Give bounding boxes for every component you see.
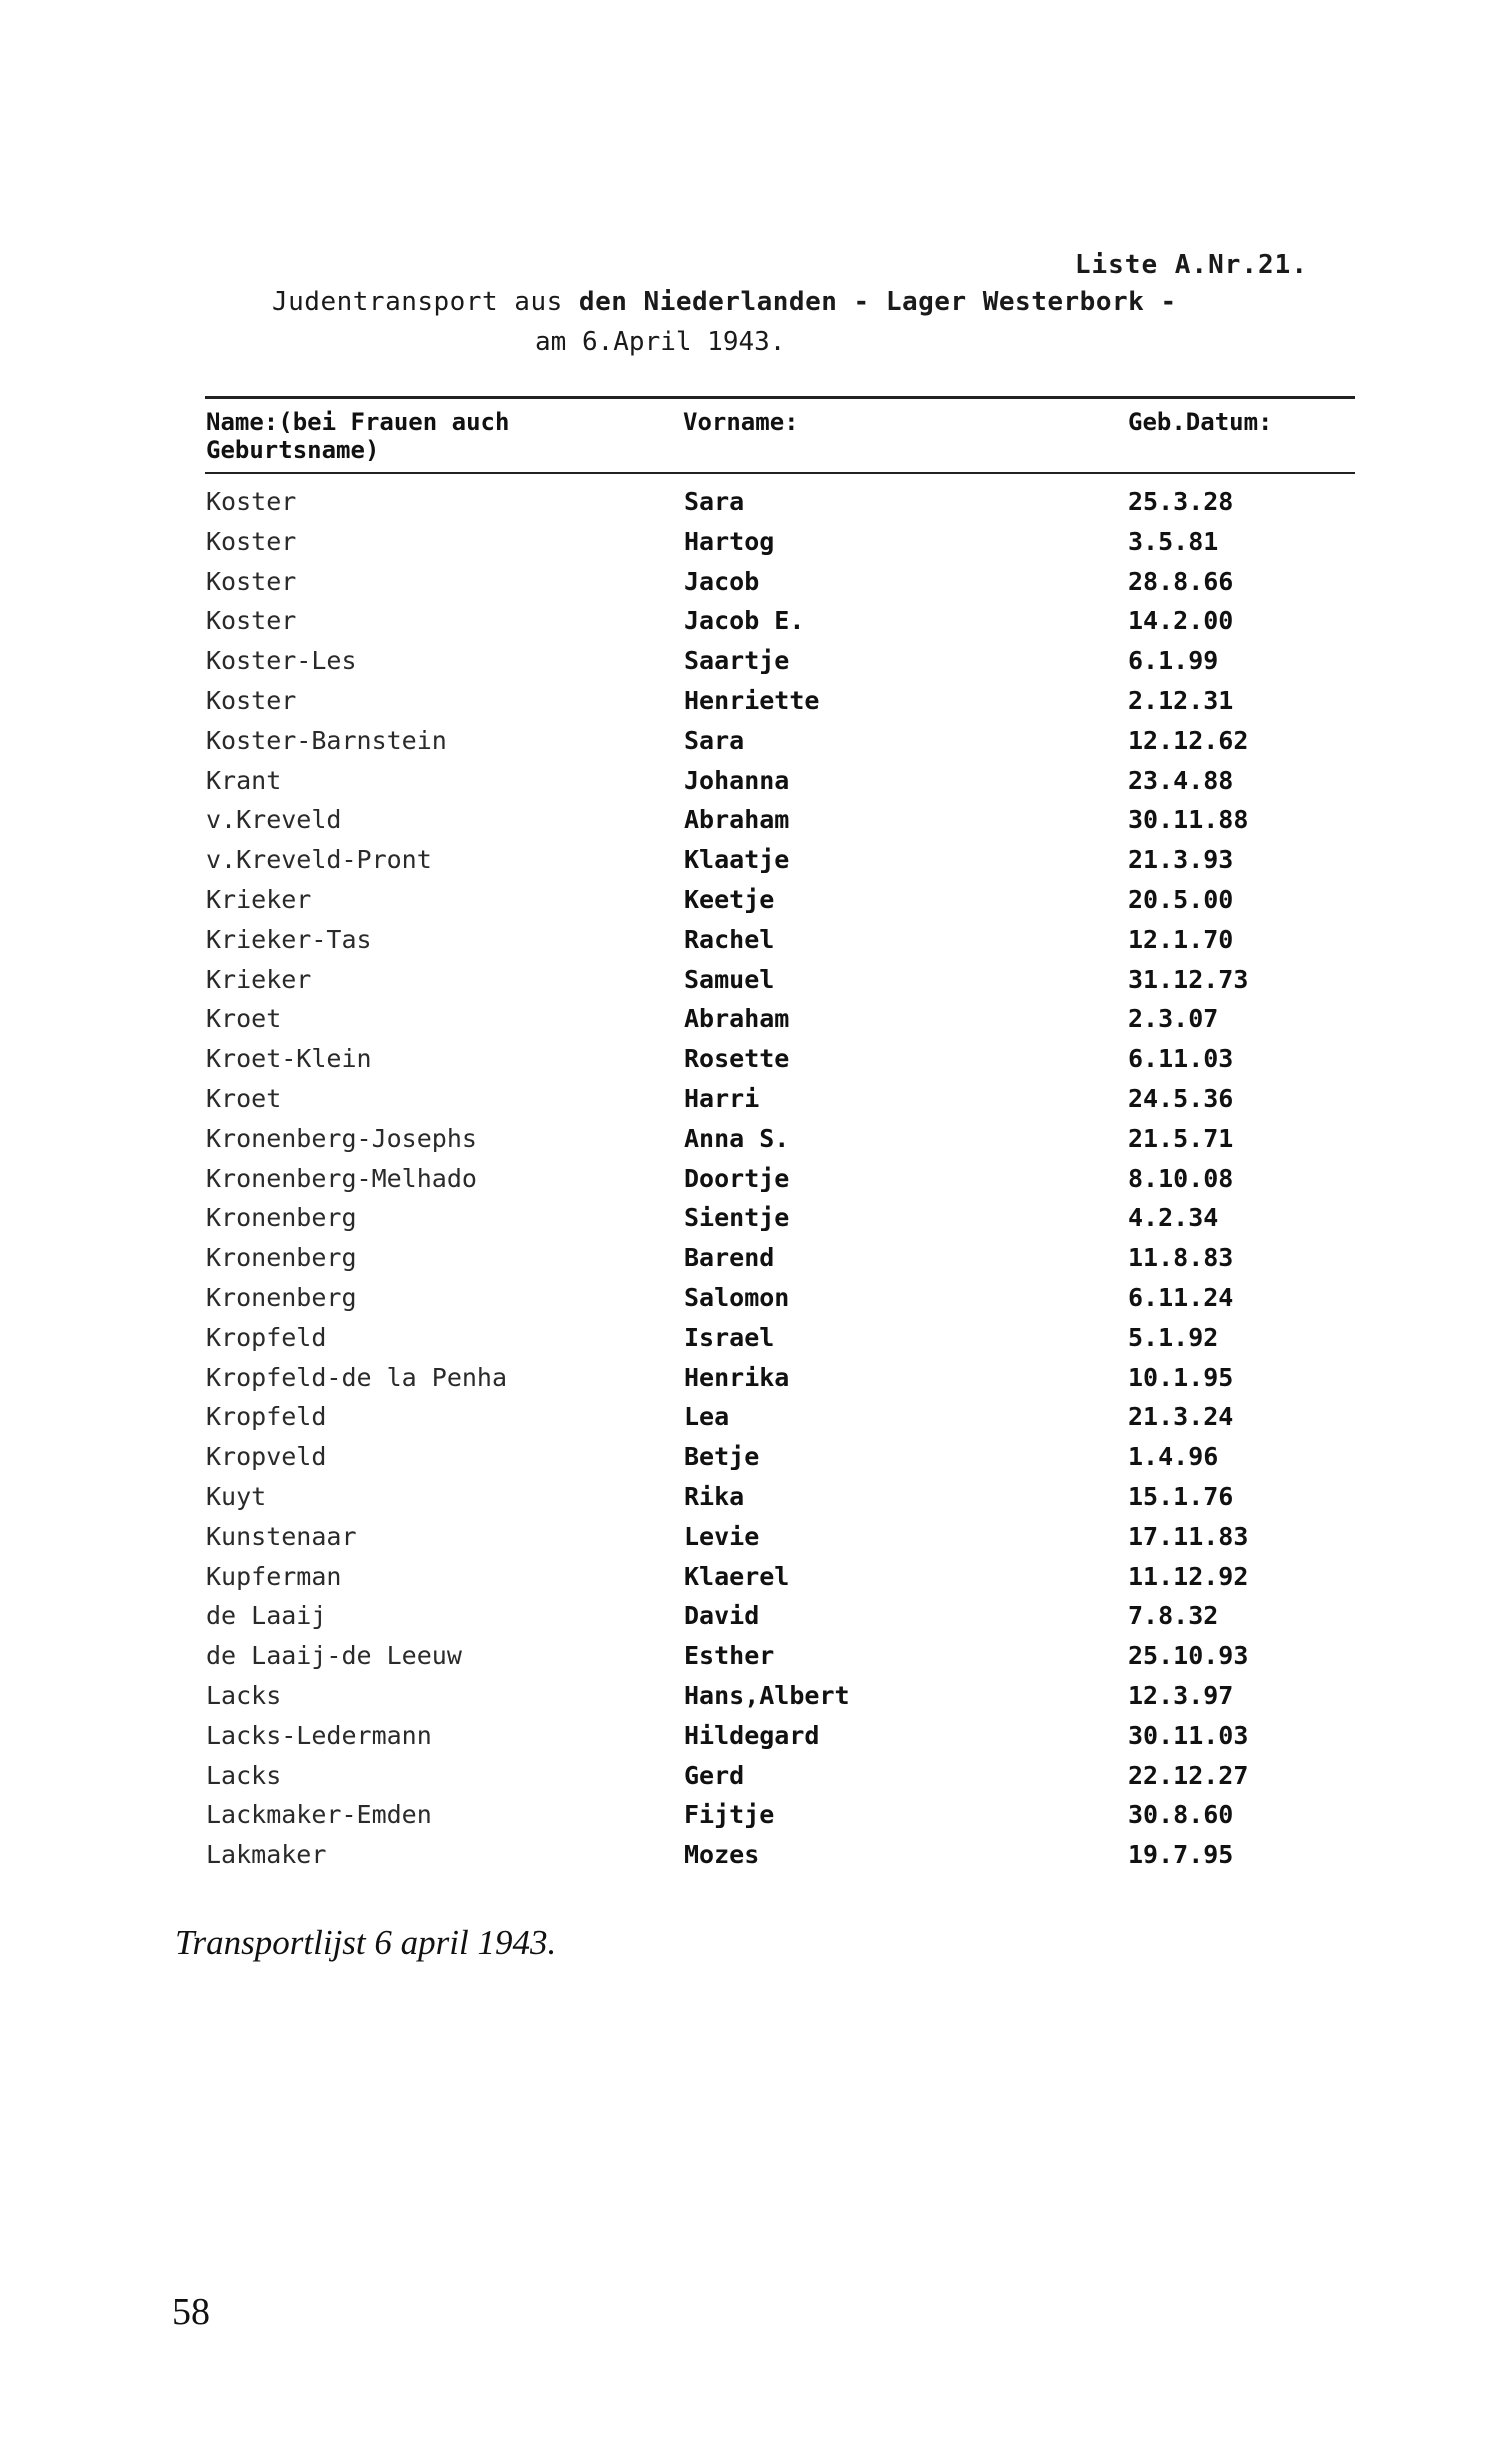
row-birth-date: 12.1.70 xyxy=(1128,924,1234,954)
row-name: Kropfeld xyxy=(206,1322,327,1352)
list-row xyxy=(160,1358,1360,1398)
row-birth-date: 17.11.83 xyxy=(1128,1521,1249,1551)
row-birth-date: 4.2.34 xyxy=(1128,1203,1219,1233)
list-row xyxy=(160,1636,1360,1676)
row-birth-date: 6.1.99 xyxy=(1128,646,1219,676)
row-name: Kropfeld xyxy=(206,1402,327,1432)
row-name: Koster-Les xyxy=(206,646,357,676)
row-name: Kuyt xyxy=(206,1481,267,1511)
row-first-name: Klaatje xyxy=(684,845,790,875)
header-first-name: Vorname: xyxy=(683,408,799,436)
row-name: Kroet-Klein xyxy=(206,1044,372,1074)
document-date: am 6.April 1943. xyxy=(535,327,786,357)
list-row xyxy=(160,1039,1360,1079)
row-name: Koster xyxy=(206,526,297,556)
row-birth-date: 12.3.97 xyxy=(1128,1680,1234,1710)
row-name: Lackmaker-Emden xyxy=(206,1800,432,1830)
row-first-name: Keetje xyxy=(684,884,775,914)
list-row xyxy=(160,482,1360,522)
list-row xyxy=(160,1596,1360,1636)
list-row xyxy=(160,721,1360,761)
row-name: Kronenberg xyxy=(206,1282,357,1312)
row-name: Kroet xyxy=(206,1083,282,1113)
row-first-name: Esther xyxy=(684,1641,775,1671)
list-row xyxy=(160,1238,1360,1278)
list-row xyxy=(160,641,1360,681)
row-first-name: Klaerel xyxy=(684,1561,790,1591)
header-birth-date: Geb.Datum: xyxy=(1128,408,1273,436)
row-first-name: Anna S. xyxy=(684,1123,790,1153)
row-name: Koster xyxy=(206,685,297,715)
row-birth-date: 3.5.81 xyxy=(1128,526,1219,556)
row-name: Koster xyxy=(206,566,297,596)
list-row xyxy=(160,880,1360,920)
title-part-1: Judentransport aus xyxy=(272,287,579,317)
row-first-name: Gerd xyxy=(684,1760,745,1790)
row-first-name: Doortje xyxy=(684,1163,790,1193)
list-row xyxy=(160,999,1360,1039)
list-row xyxy=(160,1756,1360,1796)
row-birth-date: 6.11.24 xyxy=(1128,1282,1234,1312)
row-first-name: Barend xyxy=(684,1243,775,1273)
row-name: Kropfeld-de la Penha xyxy=(206,1362,508,1392)
row-name: Lakmaker xyxy=(206,1840,327,1870)
row-first-name: Hans,Albert xyxy=(684,1680,850,1710)
row-birth-date: 15.1.76 xyxy=(1128,1481,1234,1511)
top-rule xyxy=(205,396,1355,399)
list-row xyxy=(160,840,1360,880)
row-birth-date: 21.3.93 xyxy=(1128,845,1234,875)
row-birth-date: 21.5.71 xyxy=(1128,1123,1234,1153)
row-birth-date: 24.5.36 xyxy=(1128,1083,1234,1113)
row-first-name: Henriette xyxy=(684,685,820,715)
row-name: Krieker xyxy=(206,964,312,994)
row-birth-date: 6.11.03 xyxy=(1128,1044,1234,1074)
row-birth-date: 20.5.00 xyxy=(1128,884,1234,914)
row-name: de Laaij-de Leeuw xyxy=(206,1641,462,1671)
row-birth-date: 30.11.03 xyxy=(1128,1720,1249,1750)
list-row xyxy=(160,1079,1360,1119)
row-first-name: Levie xyxy=(684,1521,760,1551)
row-name: Krieker xyxy=(206,884,312,914)
page-number: 58 xyxy=(172,2291,210,2333)
list-row xyxy=(160,1716,1360,1756)
row-first-name: Salomon xyxy=(684,1282,790,1312)
list-row xyxy=(160,1119,1360,1159)
row-first-name: Mozes xyxy=(684,1840,760,1870)
row-first-name: Fijtje xyxy=(684,1800,775,1830)
list-row xyxy=(160,960,1360,1000)
row-first-name: David xyxy=(684,1601,760,1631)
row-birth-date: 19.7.95 xyxy=(1128,1840,1234,1870)
row-first-name: Abraham xyxy=(684,1004,790,1034)
row-name: Koster xyxy=(206,606,297,636)
row-name: Kropveld xyxy=(206,1442,327,1472)
row-first-name: Jacob xyxy=(684,566,760,596)
row-name: Koster-Barnstein xyxy=(206,725,447,755)
person-list xyxy=(160,482,1360,1875)
list-row xyxy=(160,800,1360,840)
list-row xyxy=(160,1477,1360,1517)
list-row xyxy=(160,1278,1360,1318)
list-row xyxy=(160,1676,1360,1716)
row-birth-date: 10.1.95 xyxy=(1128,1362,1234,1392)
row-name: Krieker-Tas xyxy=(206,924,372,954)
row-birth-date: 25.3.28 xyxy=(1128,487,1234,516)
row-birth-date: 23.4.88 xyxy=(1128,765,1234,795)
row-name: Kronenberg-Josephs xyxy=(206,1123,477,1153)
row-first-name: Sara xyxy=(684,725,745,755)
row-name: Lacks xyxy=(206,1760,282,1790)
row-birth-date: 14.2.00 xyxy=(1128,606,1234,636)
row-birth-date: 5.1.92 xyxy=(1128,1322,1219,1352)
row-name: de Laaij xyxy=(206,1601,327,1631)
row-birth-date: 11.12.92 xyxy=(1128,1561,1249,1591)
row-name: Koster xyxy=(206,487,297,516)
row-first-name: Saartje xyxy=(684,646,790,676)
row-first-name: Israel xyxy=(684,1322,775,1352)
row-first-name: Harri xyxy=(684,1083,760,1113)
row-birth-date: 31.12.73 xyxy=(1128,964,1249,994)
row-first-name: Sientje xyxy=(684,1203,790,1233)
row-birth-date: 2.12.31 xyxy=(1128,685,1234,715)
list-row xyxy=(160,1318,1360,1358)
row-first-name: Betje xyxy=(684,1442,760,1472)
row-first-name: Rosette xyxy=(684,1044,790,1074)
row-birth-date: 12.12.62 xyxy=(1128,725,1249,755)
row-name: Kronenberg-Melhado xyxy=(206,1163,477,1193)
row-birth-date: 21.3.24 xyxy=(1128,1402,1234,1432)
header-rule xyxy=(205,472,1355,474)
row-first-name: Abraham xyxy=(684,805,790,835)
row-name: Krant xyxy=(206,765,282,795)
row-first-name: Jacob E. xyxy=(684,606,805,636)
row-name: Lacks-Ledermann xyxy=(206,1720,432,1750)
figure-caption: Transportlijst 6 april 1943. xyxy=(175,1923,557,1962)
list-row xyxy=(160,522,1360,562)
row-first-name: Hartog xyxy=(684,526,775,556)
title-part-2: den Niederlanden - Lager Westerbork - xyxy=(578,287,1177,317)
list-row xyxy=(160,1517,1360,1557)
row-birth-date: 2.3.07 xyxy=(1128,1004,1219,1034)
row-first-name: Samuel xyxy=(684,964,775,994)
row-name: Kronenberg xyxy=(206,1203,357,1233)
list-row xyxy=(160,1795,1360,1835)
row-name: Kronenberg xyxy=(206,1243,357,1273)
row-first-name: Henrika xyxy=(684,1362,790,1392)
row-first-name: Lea xyxy=(684,1402,730,1432)
scanned-transport-list xyxy=(160,170,1360,1900)
row-birth-date: 28.8.66 xyxy=(1128,566,1234,596)
row-first-name: Sara xyxy=(684,487,745,516)
list-row xyxy=(160,1437,1360,1477)
list-row xyxy=(160,601,1360,641)
row-birth-date: 1.4.96 xyxy=(1128,1442,1219,1472)
list-row xyxy=(160,562,1360,602)
row-name: Kroet xyxy=(206,1004,282,1034)
row-birth-date: 30.11.88 xyxy=(1128,805,1249,835)
list-row xyxy=(160,1835,1360,1875)
row-birth-date: 30.8.60 xyxy=(1128,1800,1234,1830)
row-first-name: Rachel xyxy=(684,924,775,954)
row-birth-date: 25.10.93 xyxy=(1128,1641,1249,1671)
row-name: Kupferman xyxy=(206,1561,342,1591)
row-first-name: Rika xyxy=(684,1481,745,1511)
row-first-name: Hildegard xyxy=(684,1720,820,1750)
list-row xyxy=(160,761,1360,801)
row-first-name: Johanna xyxy=(684,765,790,795)
row-birth-date: 8.10.08 xyxy=(1128,1163,1234,1193)
header-name: Name:(bei Frauen auch Geburtsname) xyxy=(206,408,510,464)
list-row xyxy=(160,1557,1360,1597)
row-name: v.Kreveld xyxy=(206,805,342,835)
row-name: Lacks xyxy=(206,1680,282,1710)
row-birth-date: 7.8.32 xyxy=(1128,1601,1219,1631)
list-row xyxy=(160,1397,1360,1437)
row-birth-date: 22.12.27 xyxy=(1128,1760,1249,1790)
list-number: Liste A.Nr.21. xyxy=(1074,250,1308,280)
list-row xyxy=(160,920,1360,960)
list-row xyxy=(160,1159,1360,1199)
row-name: v.Kreveld-Pront xyxy=(206,845,432,875)
document-title xyxy=(272,287,1177,317)
list-row xyxy=(160,1198,1360,1238)
row-birth-date: 11.8.83 xyxy=(1128,1243,1234,1273)
list-row xyxy=(160,681,1360,721)
row-name: Kunstenaar xyxy=(206,1521,357,1551)
